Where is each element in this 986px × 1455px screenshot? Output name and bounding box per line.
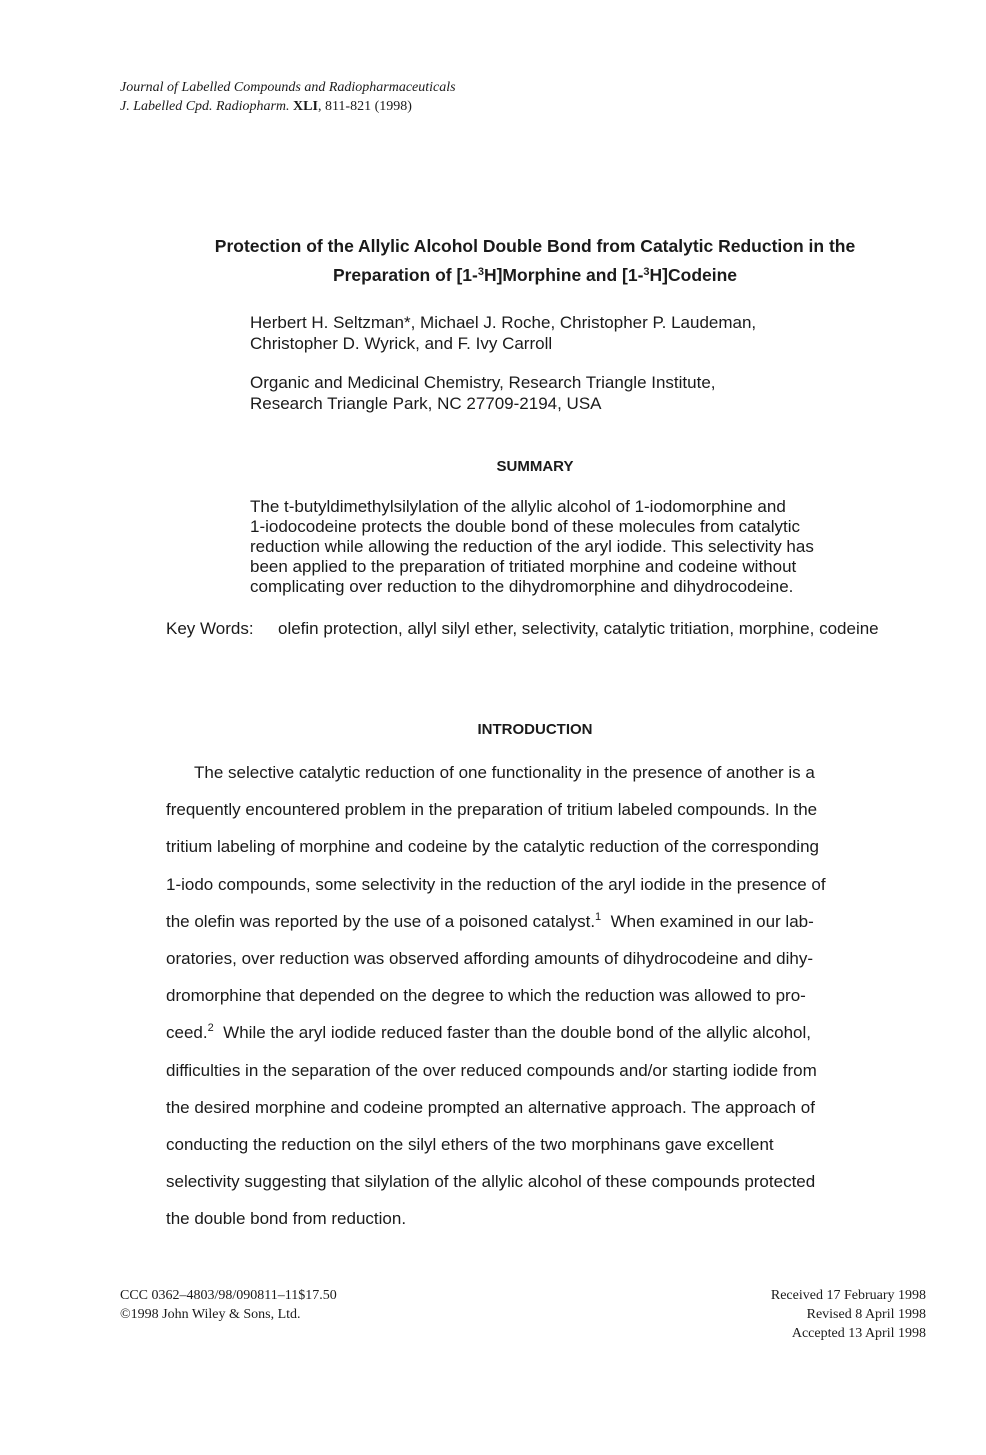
author-list: [250, 312, 910, 354]
reference-marker: 2: [207, 1022, 214, 1035]
body-line: tritium labeling of morphine and codeine by the catalytic reduction of the corresponding: [166, 837, 819, 857]
keywords-label: Key Words:: [166, 619, 254, 638]
pages-year: , 811-821 (1998): [317, 99, 412, 114]
introduction-body: [166, 754, 926, 1238]
title-part: H]Morphine and [1-: [483, 265, 644, 285]
keywords-text: olefin protection, allyl silyl ether, selectivity, catalytic tritiation, morphine, codeine: [278, 619, 879, 638]
body-line: difficulties in the separation of the over reduced compounds and/or starting iodide from: [166, 1060, 817, 1080]
title-part: H]Codeine: [649, 265, 738, 285]
title-superscript: 3: [643, 266, 650, 278]
body-text: ceed.: [166, 1023, 208, 1043]
body-line: [166, 903, 926, 940]
title-part: Preparation of [1-: [332, 265, 478, 285]
body-text: When examined in our lab-: [601, 911, 814, 931]
body-line: 1-iodo compounds, some selectivity in the reduction of the aryl iodide in the presence of: [166, 874, 826, 894]
body-line: [166, 1014, 926, 1051]
body-line: conducting the reduction on the silyl ethers of the two morphinans gave excellent: [166, 1135, 774, 1155]
author-line: Herbert H. Seltzman*, Michael J. Roche, Christopher P. Laudeman,: [250, 313, 757, 332]
footer-dates: [771, 1286, 926, 1343]
body-line: The selective catalytic reduction of one functionality in the presence of another is a: [194, 763, 815, 782]
accepted-date: Accepted 13 April 1998: [791, 1326, 926, 1341]
body-line: frequently encountered problem in the preparation of tritium labeled compounds. In the: [166, 800, 818, 820]
summary-heading: SUMMARY: [496, 458, 574, 475]
affiliation-line: Organic and Medicinal Chemistry, Research Triangle Institute,: [250, 373, 716, 392]
ccc-code: CCC 0362–4803/98/090811–11$17.50: [120, 1288, 337, 1303]
journal-citation: [120, 97, 456, 116]
summary-line: complicating over reduction to the dihydromorphine and dihydrocodeine.: [250, 577, 794, 596]
copyright: ©1998 John Wiley & Sons, Ltd.: [120, 1307, 301, 1322]
journal-name: Journal of Labelled Compounds and Radiopharmaceuticals: [120, 80, 456, 95]
revised-date: Revised 8 April 1998: [806, 1307, 926, 1322]
body-text: the olefin was reported by the use of a poisoned catalyst.: [166, 911, 596, 931]
citation-abbrev: J. Labelled Cpd. Radiopharm.: [120, 99, 290, 114]
footer-left: [120, 1286, 337, 1324]
received-date: Received 17 February 1998: [770, 1288, 926, 1303]
affiliation: [250, 372, 910, 414]
title-line-1: Protection of the Allylic Alcohol Double Bond from Catalytic Reduction in the: [214, 236, 856, 256]
author-line: Christopher D. Wyrick, and F. Ivy Carroll: [250, 334, 553, 353]
summary-line: 1-iodocodeine protects the double bond of these molecules from catalytic: [250, 517, 800, 536]
body-line: oratories, over reduction was observed affording amounts of dihydrocodeine and dihy-: [166, 949, 814, 969]
title-line-2: [100, 261, 970, 290]
body-line: the double bond from reduction.: [166, 1209, 407, 1229]
summary-line: been applied to the preparation of tritiated morphine and codeine without: [250, 557, 797, 576]
body-line: dromorphine that depended on the degree to which the reduction was allowed to pro-: [166, 986, 806, 1006]
reference-marker: 1: [595, 910, 602, 923]
body-line: the desired morphine and codeine prompted an alternative approach. The approach of: [166, 1097, 815, 1117]
summary-line: reduction while allowing the reduction of the aryl iodide. This selectivity has: [250, 537, 814, 556]
body-line: selectivity suggesting that silylation of the allylic alcohol of these compounds protected: [166, 1172, 816, 1192]
summary-text: [250, 497, 910, 597]
journal-header: [120, 78, 456, 116]
introduction-heading: INTRODUCTION: [477, 721, 593, 738]
paper-title: [100, 232, 970, 290]
title-superscript: 3: [477, 266, 484, 278]
volume: XLI: [293, 99, 318, 114]
body-text: While the aryl iodide reduced faster than the double bond of the allylic alcohol,: [213, 1023, 811, 1043]
summary-line: The t-butyldimethylsilylation of the allylic alcohol of 1-iodomorphine and: [250, 497, 786, 516]
affiliation-line: Research Triangle Park, NC 27709-2194, USA: [250, 394, 602, 413]
